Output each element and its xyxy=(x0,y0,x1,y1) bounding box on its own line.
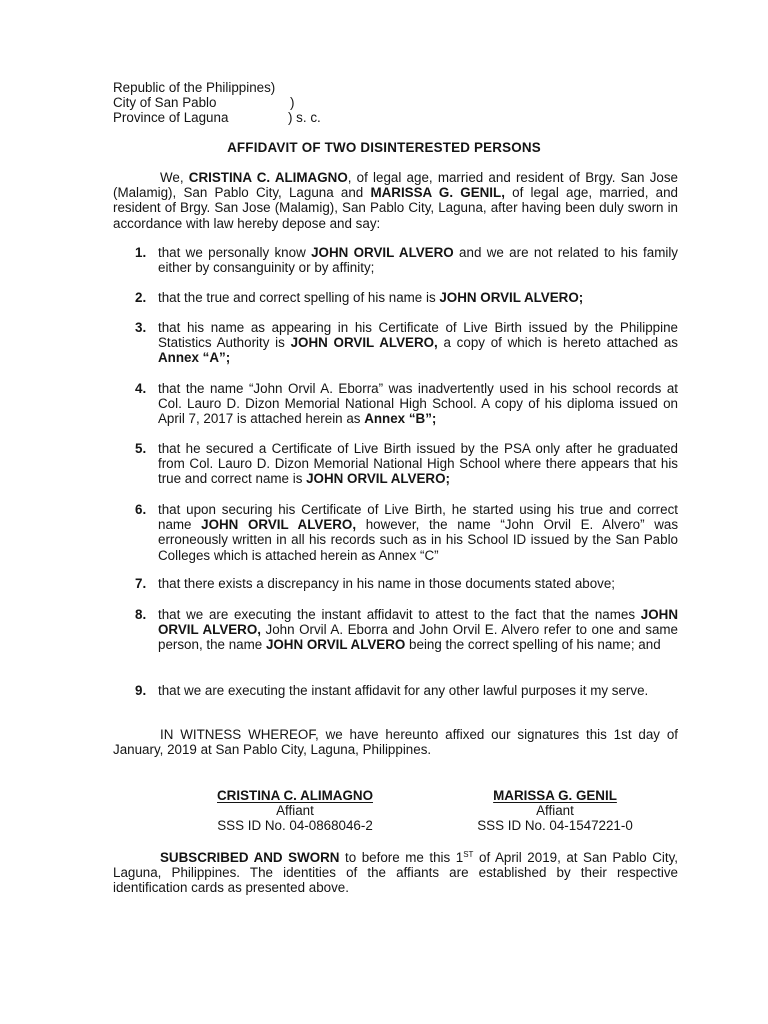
list-item xyxy=(113,683,678,698)
item-number: 8. xyxy=(135,607,147,622)
item-text-b: JOHN ORVIL ALVERO xyxy=(311,245,454,260)
item-text-a: that the true and correct spelling of his name is xyxy=(158,290,440,305)
venue-republic: Republic of the Philippines) xyxy=(113,80,276,95)
jurat-paragraph xyxy=(113,850,678,896)
list-item xyxy=(113,607,678,653)
list-item xyxy=(113,381,678,427)
item-text-a: that there exists a discrepancy in his name in those documents stated above; xyxy=(158,576,616,591)
jurat-text-1: to before me this 1 xyxy=(339,850,464,865)
item-number: 9. xyxy=(135,683,147,698)
item-text xyxy=(158,607,678,653)
intro-text-3: of legal age, married, and resident of Brgy. San Jose (Malamig), San Pablo City, Laguna, after having been duly sworn in accordance with law hereby depose and say: xyxy=(113,185,678,231)
item-text-c: however, the name “John Orvil E. Alvero” was erroneously written in all his records such as in his School ID issued by the San Pablo Colleges which is attached herein as Annex “C” xyxy=(158,517,679,563)
document-title: AFFIDAVIT OF TWO DISINTERESTED PERSONS xyxy=(227,140,541,155)
item-text-a: that his name as appearing in his Certificate of Live Birth issued by the Philippine Statistics Authority is xyxy=(158,320,678,351)
venue-province: Province of Laguna xyxy=(113,110,229,125)
intro-paragraph xyxy=(113,170,678,231)
signature-block-1 xyxy=(200,788,390,834)
item-text xyxy=(158,290,678,305)
jurat-heading: SUBSCRIBED AND SWORN xyxy=(160,850,340,865)
list-item xyxy=(113,576,678,591)
signatory-role: Affiant xyxy=(536,803,574,819)
list-item xyxy=(113,320,678,366)
item-text-d: Annex “A”; xyxy=(158,350,231,366)
item-text-a: that he secured a Certificate of Live Birth issued by the PSA only after he graduated from Col. Lauro D. Dizon Memorial National High School where there appears that his true and correct name is xyxy=(158,441,678,487)
signatory-name: MARISSA G. GENIL xyxy=(493,788,617,803)
item-text xyxy=(158,576,678,591)
item-number: 3. xyxy=(135,320,147,335)
item-text xyxy=(158,381,678,427)
item-number: 2. xyxy=(135,290,147,305)
item-text-a: that the name “John Orvil A. Eborra” was inadvertently used in his school records at Col. Lauro D. Dizon Memorial National High School. A copy of his diploma issued on April 7, 2017 is attached herein as xyxy=(158,381,678,427)
item-text-b: JOHN ORVIL ALVERO, xyxy=(290,335,438,351)
item-text-a: that we are executing the instant affidavit for any other lawful purposes it my serve. xyxy=(158,683,649,698)
item-text-c: and we are not related to his family either by consanguinity or by affinity; xyxy=(158,245,679,276)
signatory-id: SSS ID No. 04-0868046-2 xyxy=(217,818,373,834)
signature-block-2 xyxy=(460,788,650,834)
item-text xyxy=(158,683,678,698)
item-text-c: John Orvil A. Eborra and John Orvil E. Alvero refer to one and same person, the name xyxy=(158,622,678,653)
affiant-2-name: MARISSA G. GENIL, xyxy=(370,185,505,201)
item-number: 1. xyxy=(135,245,147,260)
item-text-c: a copy of which is hereto attached as xyxy=(437,335,678,351)
intro-text-2: , of legal age, married and resident of Brgy. San Jose (Malamig), San Pablo City, Laguna and xyxy=(113,170,678,201)
item-text-e: being the correct spelling of his name; and xyxy=(405,637,661,653)
jurat-text-2: of April 2019, at San Pablo City, Laguna, Philippines. The identities of the affiants are established by their respective identification cards as presented above. xyxy=(113,850,679,896)
venue-city-paren: ) xyxy=(290,95,295,110)
item-text-b: JOHN ORVIL ALVERO; xyxy=(306,471,450,487)
signatory-name: CRISTINA C. ALIMAGNO xyxy=(217,788,373,803)
item-number: 4. xyxy=(135,381,147,396)
signatory-id: SSS ID No. 04-1547221-0 xyxy=(477,818,633,834)
item-text-b: JOHN ORVIL ALVERO, xyxy=(158,607,678,638)
affiant-1-name: CRISTINA C. ALIMAGNO xyxy=(188,170,348,185)
item-text-a: that upon securing his Certificate of Live Birth, he started using his true and correct name xyxy=(158,502,678,533)
item-text-b: Annex “B”; xyxy=(364,411,437,427)
item-text xyxy=(158,441,678,487)
list-item xyxy=(113,502,678,563)
jurat-superscript: ST xyxy=(463,850,474,859)
item-text-b: JOHN ORVIL ALVERO, xyxy=(201,517,357,533)
item-number: 5. xyxy=(135,441,147,456)
item-text xyxy=(158,245,678,275)
item-number: 6. xyxy=(135,502,147,517)
list-item xyxy=(113,245,678,275)
item-text-d: JOHN ORVIL ALVERO xyxy=(265,637,406,653)
item-text-a: that we personally know xyxy=(158,245,312,260)
list-item xyxy=(113,290,678,305)
venue-city: City of San Pablo xyxy=(113,95,217,110)
item-text-a: that we are executing the instant affidavit to attest to the fact that the names xyxy=(158,607,641,622)
list-item xyxy=(113,441,678,487)
witness-paragraph: IN WITNESS WHEREOF, we have hereunto affixed our signatures this 1st day of January, 2019 at San Pablo City, Laguna, Philippines. xyxy=(113,727,678,758)
item-text xyxy=(158,320,678,366)
item-number: 7. xyxy=(135,576,147,591)
item-text-b: JOHN ORVIL ALVERO; xyxy=(439,290,584,305)
signatory-role: Affiant xyxy=(276,803,314,819)
venue-province-paren: ) s. c. xyxy=(288,110,321,125)
item-text xyxy=(158,502,678,563)
intro-text-1: We, xyxy=(160,170,189,185)
